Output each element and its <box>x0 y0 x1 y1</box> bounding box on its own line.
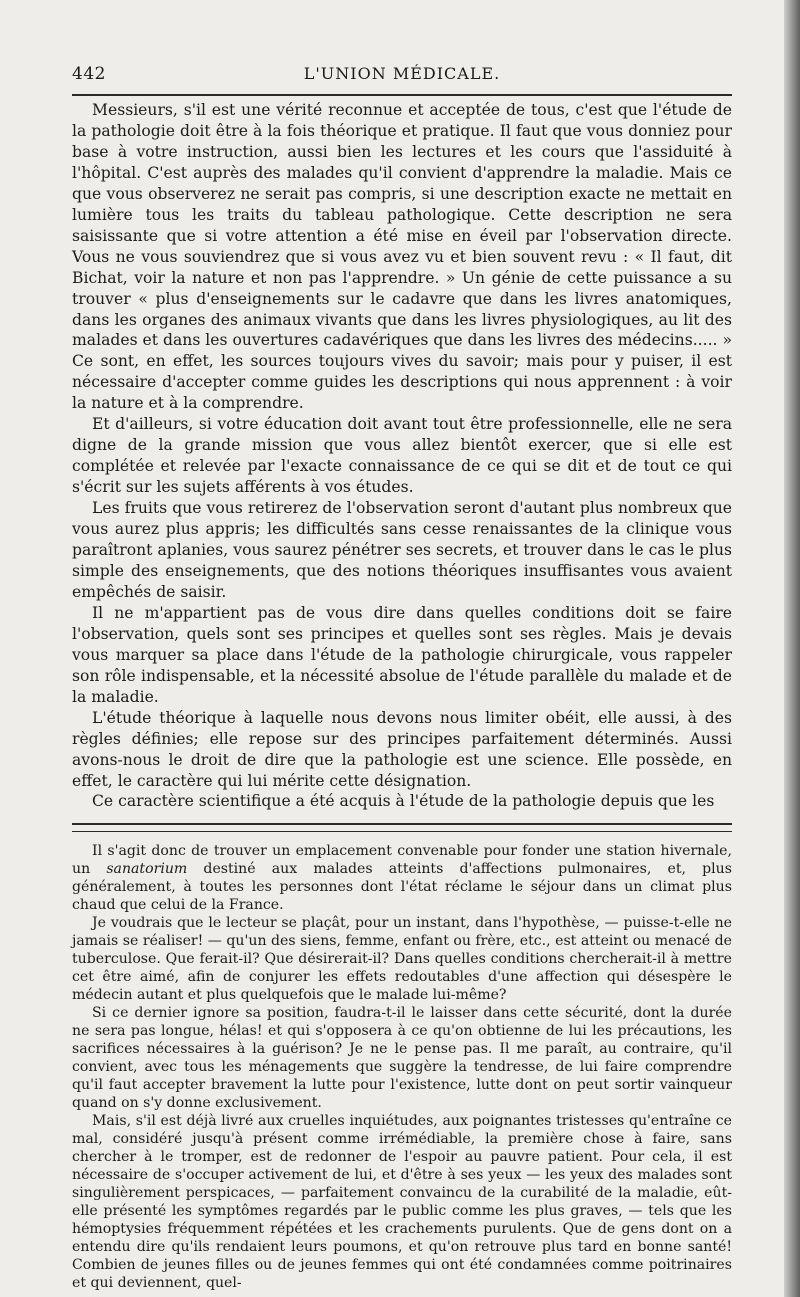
feuilleton-separator <box>72 823 732 832</box>
running-title: L'UNION MÉDICALE. <box>303 64 501 83</box>
article-paragraph: Et d'ailleurs, si votre éducation doit avant tout être professionnelle, elle ne sera digne de la grande mission que vous allez bientôt exercer, que si elle est complétée et relevée par l'exacte connaissance de ce qui se dit et de tout ce qui s'écrit sur les sujets afférents à vos études. <box>72 415 732 497</box>
article-paragraph: Messieurs, s'il est une vérité reconnue et acceptée de tous, c'est que l'étude de la pathologie doit être à la fois théorique et pratique. Il faut que vous donniez pour base à votre instruction, aussi bien les lectures et les cours que l'assiduité à l'hôpital. C'est auprès des malades qu'il convient d'apprendre la maladie. Mais ce que vous observerez ne serait pas compris, si une description exacte ne mettait en lumière tous les traits du tableau pathologique. Cette description ne sera saisissante que si votre attention a été mise en éveil par l'observation directe. Vous ne vous souviendrez que si vous avez vu et bien souvent revu : « Il faut, dit Bichat, voir la nature et non pas l'apprendre. » Un génie de cette puissance a su trouver « plus d'enseignements sur le cadavre que dans les livres anatomiques, dans les organes des animaux vivants que dans les livres physiologiques, au lit des malades et dans les ouvertures cadavériques que dans les livres des médecins..... » Ce sont, en effet, les sources toujours vives du savoir; mais pour y puiser, il est nécessaire d'accepter comme guides les descriptions qui nous apprennent : à voir la nature et à la comprendre. <box>72 101 732 413</box>
article-paragraph: Ce caractère scientifique a été acquis à l'étude de la pathologie depuis que les <box>92 792 715 811</box>
page-binding-edge <box>784 0 800 1297</box>
article-paragraph: L'étude théorique à laquelle nous devons nous limiter obéit, elle aussi, à des règles définies; elle repose sur des principes parfaitement déterminés. Aussi avons-nous le droit de dire que la pathologie est une science. Elle possède, en effet, le caractère qui lui mérite cette désignation. <box>72 708 732 790</box>
feuilleton-section <box>72 842 732 1292</box>
feuilleton-paragraph <box>72 842 732 914</box>
article-paragraph: Les fruits que vous retirerez de l'observation seront d'autant plus nombreux que vous aurez plus appris; les difficultés sans cesse renaissantes de la clinique vous paraîtront aplanies, vous saurez pénétrer ses secrets, et trouver dans le cas le plus simple des enseignements, que des notions théoriques insuffisantes vous avaient empêchés de saisir. <box>72 499 732 601</box>
page-header <box>72 62 732 92</box>
feuilleton-text: Il s'agit donc de trouver un emplacement convenable pour fonder une station hivernale, un <box>72 843 732 877</box>
feuilleton-italic-term: sanatorium <box>106 861 188 877</box>
header-rule <box>72 94 732 96</box>
page-number: 442 <box>72 64 106 84</box>
main-article <box>72 100 732 812</box>
article-paragraph: Il ne m'appartient pas de vous dire dans quelles conditions doit se faire l'observation, quels sont ses principes et quelles sont ses règles. Mais je devais vous marquer sa place dans l'étude de la pathologie chirurgicale, vous rappeler son rôle indispensable, et la nécessité absolue de l'étude parallèle du malade et de la maladie. <box>72 603 732 706</box>
feuilleton-paragraph: Je voudrais que le lecteur se plaçât, pour un instant, dans l'hypothèse, — puisse-t-elle ne jamais se réaliser! — qu'un des siens, femme, enfant ou frère, etc., est atteint ou menacé de tuberculose. Que ferait-il? Que désirerait-il? Dans quelles conditions chercherait-il à mettre cet être aimé, afin de conjurer les effets redoutables d'une affection qui désespère le médecin autant et plus quelquefois que le malade lui-même? <box>72 915 732 1003</box>
feuilleton-paragraph: Si ce dernier ignore sa position, faudra-t-il le laisser dans cette sécurité, dont la durée ne sera pas longue, hélas! et qui s'opposera à ce qu'on obtienne de lui les précautions, les sacrifices nécessaires à la guérison? Je ne le pense pas. Il me paraît, au contraire, qu'il convient, avec tous les ménagements que suggère la tendresse, de lui faire comprendre qu'il faut accepter bravement la lutte pour l'existence, lutte dont on peut sortir vainqueur quand on s'y donne exclusivement. <box>72 1005 732 1111</box>
feuilleton-text: destiné aux malades atteints d'affections pulmonaires, et, plus généralement, à toutes les personnes dont l'état réclame le séjour dans un climat plus chaud que celui de la France. <box>72 861 732 913</box>
feuilleton-paragraph: Mais, s'il est déjà livré aux cruelles inquiétudes, aux poignantes tristesses qu'entraîne ce mal, considéré jusqu'à présent comme irrémédiable, la première chose à faire, sans chercher à le tromper, est de redonner de l'espoir au pauvre patient. Pour cela, il est nécessaire de s'occuper activement de lui, et d'être à ses yeux — les yeux des malades sont singulièrement perspicaces, — parfaitement convaincu de la curabilité de la maladie, eût-elle présenté les symptômes regardés par le public comme les plus graves, — tels que les hémoptysies fréquemment répétées et les crachements purulents. Que de gens dont on a entendu dire qu'ils rendaient leurs poumons, et qu'on retrouve plus tard en bonne santé! Combien de jeunes filles ou de jeunes femmes qui ont été condamnées comme poitrinaires et qui deviennent, quel- <box>72 1113 732 1291</box>
